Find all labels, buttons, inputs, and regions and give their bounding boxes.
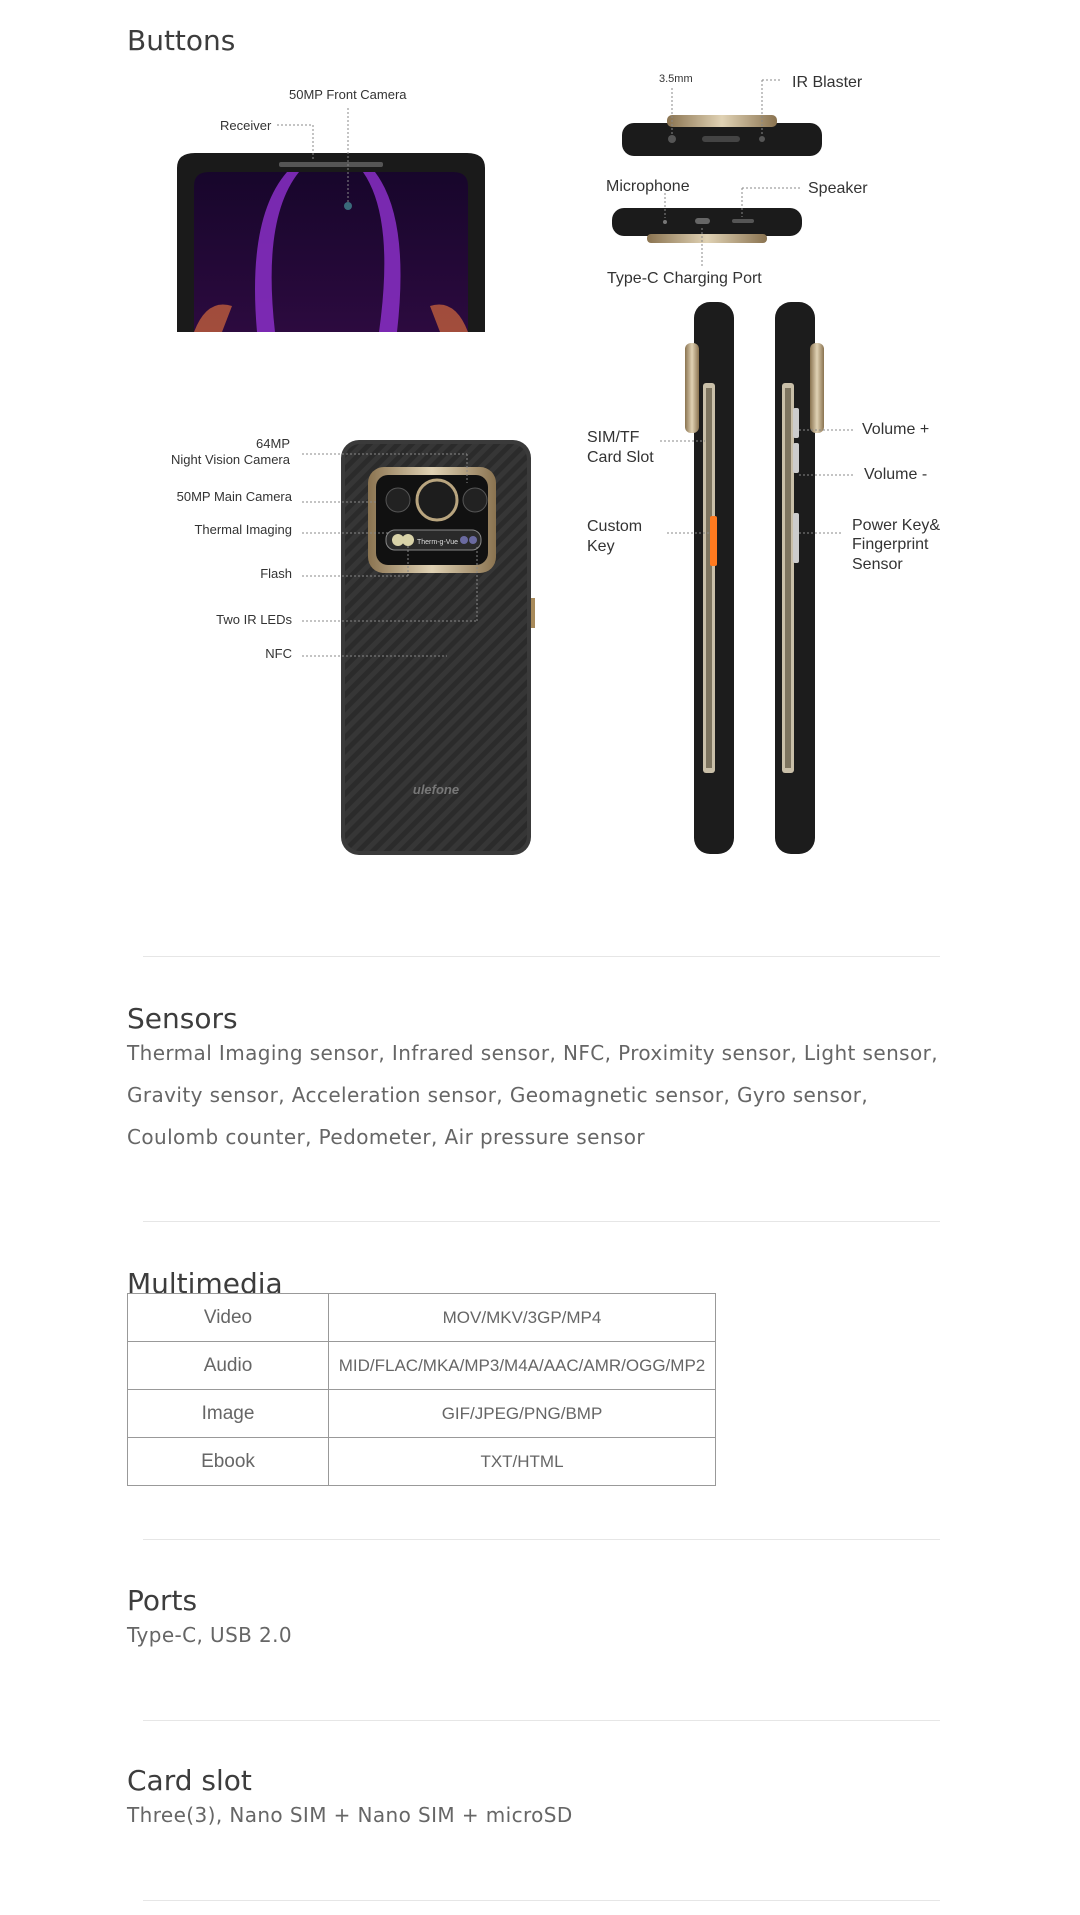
type-c-label: Type-C Charging Port <box>607 270 762 287</box>
receiver-label: Receiver <box>220 118 272 133</box>
night-vision-label-2: Night Vision Camera <box>171 452 290 467</box>
jack-label: 3.5mm <box>659 73 693 85</box>
phone-front-view <box>177 108 485 332</box>
table-row <box>128 1438 716 1486</box>
sensors-heading: Sensors <box>127 1002 238 1035</box>
table-cell-value: MID/FLAC/MKA/MP3/M4A/AAC/AMR/OGG/MP2 <box>329 1342 716 1390</box>
divider <box>143 1720 940 1721</box>
table-row <box>128 1294 716 1342</box>
divider <box>143 1221 940 1222</box>
custom-key-label-1: Custom <box>587 518 643 535</box>
phone-side-right <box>775 302 853 854</box>
brand-logo: ulefone <box>412 782 460 797</box>
phone-bottom-edge <box>612 188 802 268</box>
phone-side-left <box>660 302 734 854</box>
speaker-label: Speaker <box>808 180 868 197</box>
sim-label-1: SIM/TF <box>587 429 640 446</box>
microphone-label: Microphone <box>606 178 690 195</box>
buttons-heading: Buttons <box>127 24 236 57</box>
power-key-label-3: Sensor <box>852 556 903 573</box>
front-camera-label: 50MP Front Camera <box>289 87 407 102</box>
sensors-text: Thermal Imaging sensor, Infrared sensor, NFC, Proximity sensor, Light sensor, Gravity sensor, Acceleration sensor, Geomagnetic sensor, Gyro sensor, Coulomb counter, Pedometer, Air pressure sensor <box>127 1041 938 1149</box>
nfc-label: NFC <box>265 646 292 661</box>
card-slot-text: Three(3), Nano SIM + Nano SIM + microSD <box>127 1803 573 1827</box>
thermal-label: Thermal Imaging <box>194 522 292 537</box>
table-row <box>128 1342 716 1390</box>
table-cell-key: Video <box>128 1294 329 1342</box>
card-slot-heading: Card slot <box>127 1764 252 1797</box>
thermal-badge: Therm-g-Vue <box>417 539 458 546</box>
power-key-label-1: Power Key& <box>852 517 941 534</box>
table-cell-value: TXT/HTML <box>329 1438 716 1486</box>
phone-diagram <box>127 68 957 868</box>
divider <box>143 1539 940 1540</box>
ports-text: Type-C, USB 2.0 <box>127 1623 293 1647</box>
table-cell-key: Image <box>128 1390 329 1438</box>
main-camera-label: 50MP Main Camera <box>176 489 292 504</box>
divider <box>143 1900 940 1901</box>
ports-heading: Ports <box>127 1584 198 1617</box>
night-vision-label-1: 64MP <box>256 436 290 451</box>
table-cell-key: Audio <box>128 1342 329 1390</box>
volume-up-label: Volume + <box>862 421 930 438</box>
multimedia-heading: Multimedia <box>127 1267 283 1300</box>
table-row <box>128 1390 716 1438</box>
sim-label-2: Card Slot <box>587 449 654 466</box>
table-cell-key: Ebook <box>128 1438 329 1486</box>
power-key-label-2: Fingerprint <box>852 536 929 553</box>
custom-key-label-2: Key <box>587 538 615 555</box>
ir-leds-label: Two IR LEDs <box>216 612 292 627</box>
table-cell-value: GIF/JPEG/PNG/BMP <box>329 1390 716 1438</box>
flash-label: Flash <box>260 566 292 581</box>
multimedia-table <box>127 1293 716 1486</box>
ir-blaster-label: IR Blaster <box>792 74 863 91</box>
divider <box>143 956 940 957</box>
table-cell-value: MOV/MKV/3GP/MP4 <box>329 1294 716 1342</box>
volume-down-label: Volume - <box>864 466 928 483</box>
